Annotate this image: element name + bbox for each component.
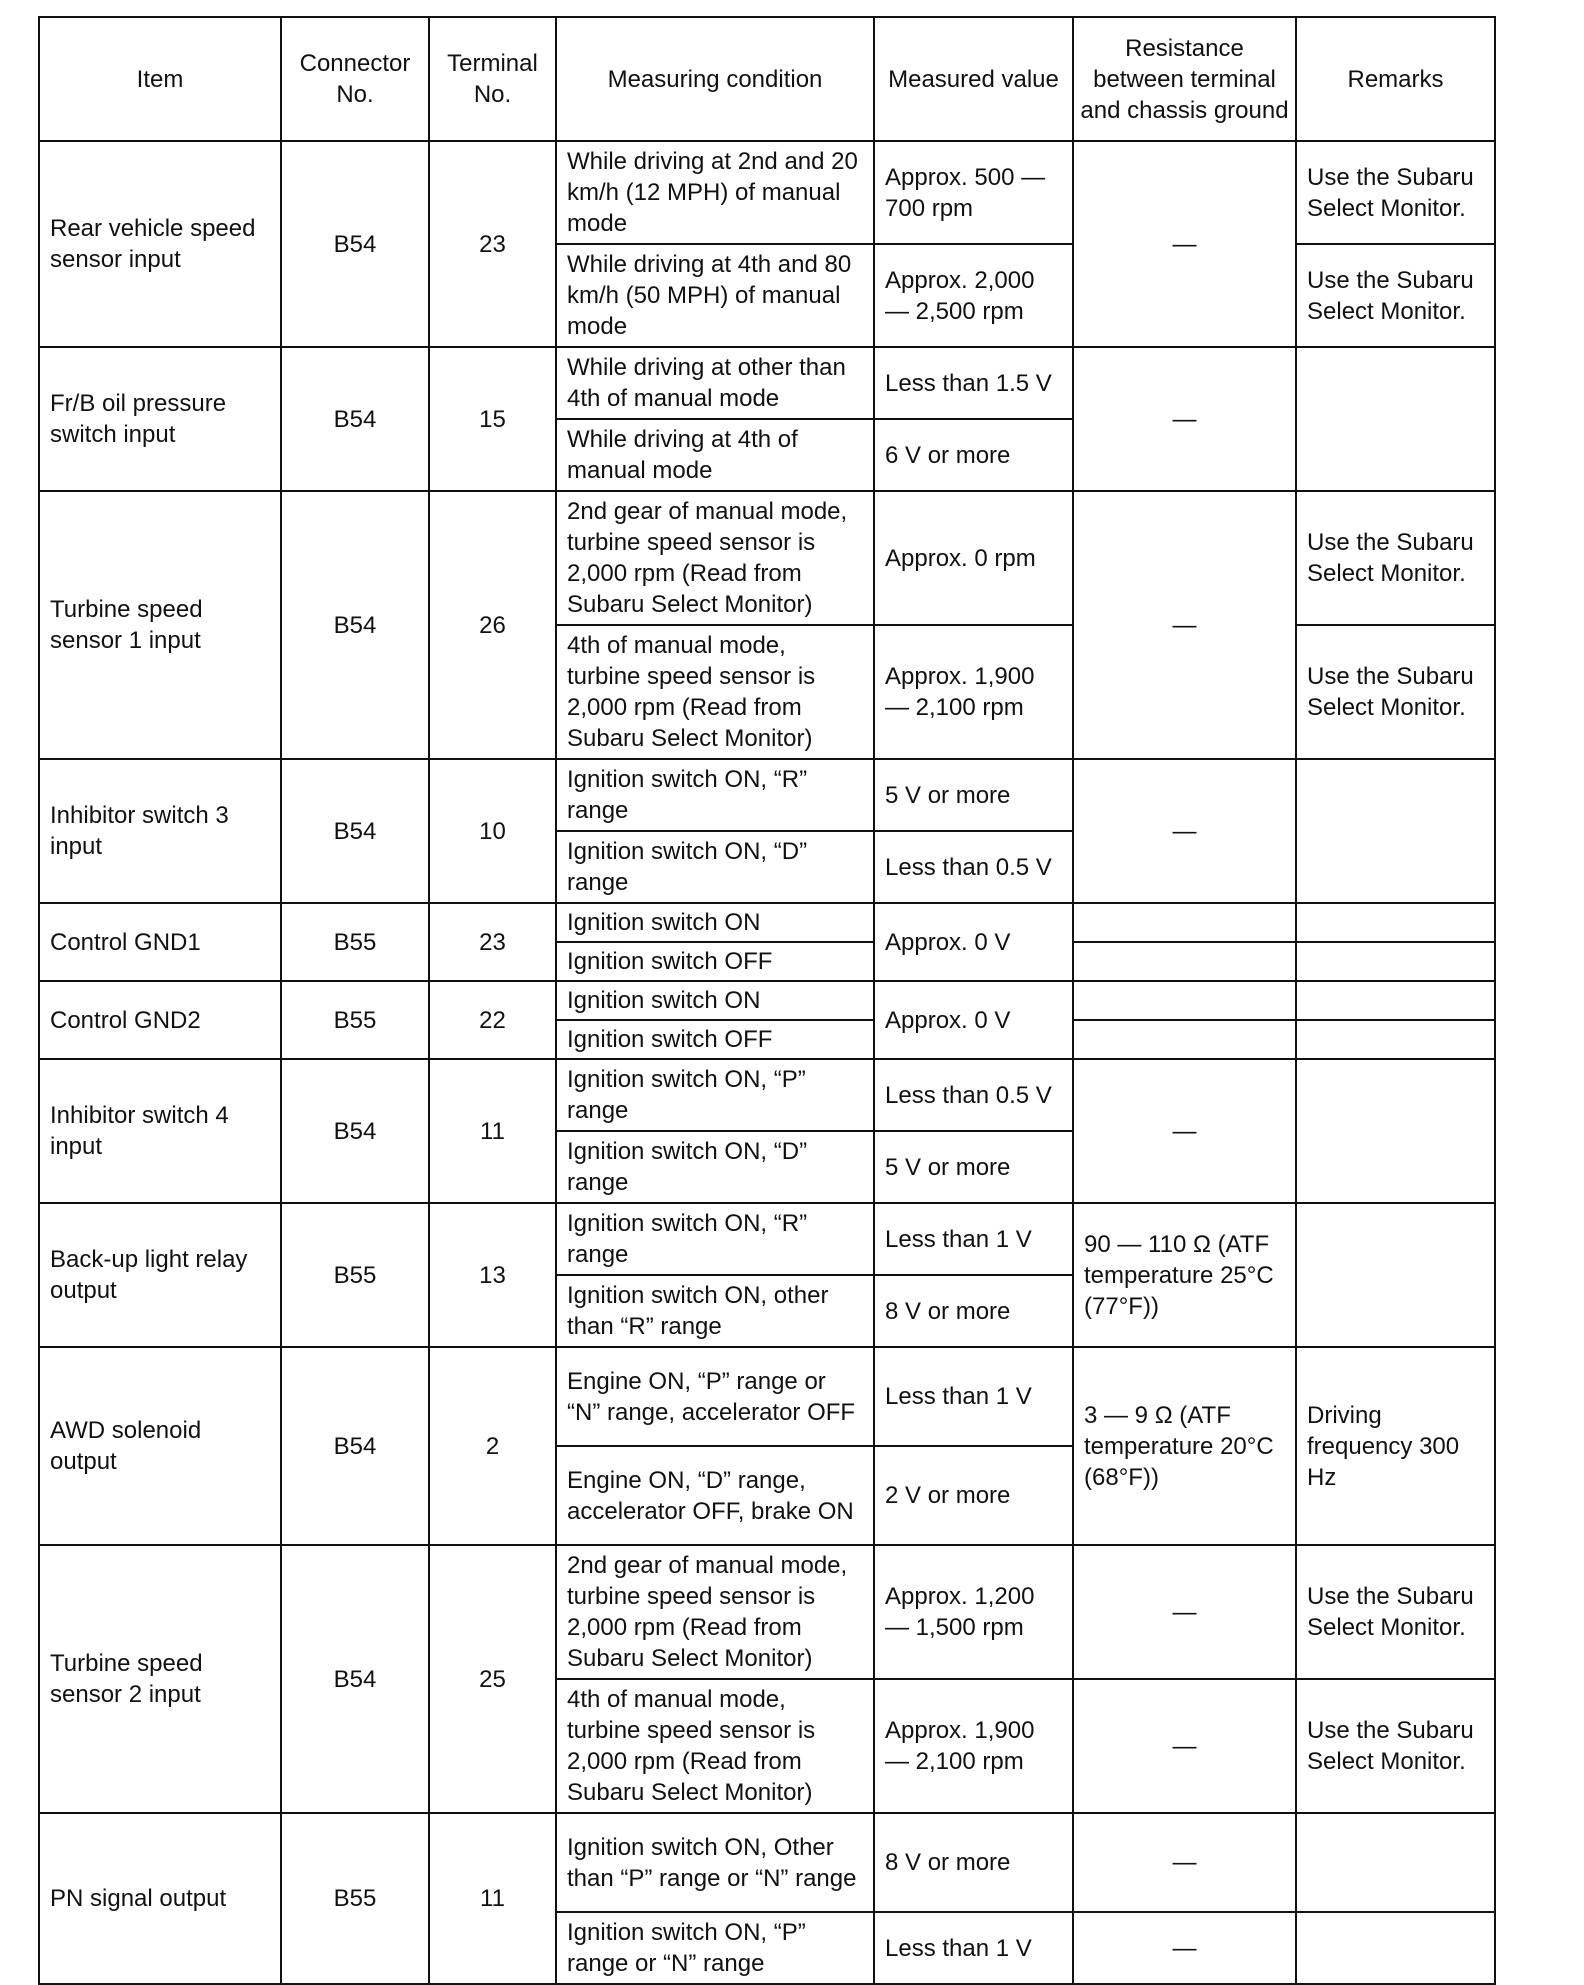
value-cell: 5 V or more	[874, 759, 1073, 831]
item-cell: Back-up light relay output	[39, 1203, 281, 1347]
terminal-cell: 23	[429, 903, 556, 981]
condition-cell: Ignition switch ON	[556, 981, 874, 1020]
connector-cell: B54	[281, 491, 429, 759]
connector-cell: B55	[281, 1203, 429, 1347]
table-row	[39, 759, 1495, 831]
value-cell: Approx. 0 rpm	[874, 491, 1073, 625]
remarks-cell: Driving frequency 300 Hz	[1296, 1347, 1495, 1545]
connector-cell: B54	[281, 1347, 429, 1545]
condition-cell: While driving at other than 4th of manual mode	[556, 347, 874, 419]
terminal-cell: 25	[429, 1545, 556, 1813]
value-cell: 6 V or more	[874, 419, 1073, 491]
resistance-cell: —	[1073, 1912, 1296, 1984]
condition-cell: Ignition switch ON, “D” range	[556, 1131, 874, 1203]
value-cell: Approx. 1,200 — 1,500 rpm	[874, 1545, 1073, 1679]
value-cell: Approx. 1,900 — 2,100 rpm	[874, 625, 1073, 759]
resistance-cell	[1073, 1020, 1296, 1059]
header-connector: Connector No.	[281, 17, 429, 141]
remarks-cell: Use the Subaru Select Monitor.	[1296, 491, 1495, 625]
terminal-cell: 10	[429, 759, 556, 903]
item-cell: Turbine speed sensor 2 input	[39, 1545, 281, 1813]
header-row	[39, 17, 1495, 141]
terminal-cell: 26	[429, 491, 556, 759]
value-cell: Approx. 0 V	[874, 903, 1073, 981]
terminal-spec-table	[38, 16, 1496, 1985]
terminal-cell: 13	[429, 1203, 556, 1347]
resistance-cell: —	[1073, 759, 1296, 903]
remarks-cell: Use the Subaru Select Monitor.	[1296, 141, 1495, 244]
remarks-cell	[1296, 759, 1495, 903]
resistance-cell: —	[1073, 1679, 1296, 1813]
resistance-cell: —	[1073, 347, 1296, 491]
value-cell: Less than 1 V	[874, 1203, 1073, 1275]
resistance-cell: —	[1073, 491, 1296, 759]
resistance-cell	[1073, 942, 1296, 981]
connector-cell: B55	[281, 1813, 429, 1984]
connector-cell: B55	[281, 903, 429, 981]
value-cell: 2 V or more	[874, 1446, 1073, 1545]
remarks-cell: Use the Subaru Select Monitor.	[1296, 1545, 1495, 1679]
value-cell: 8 V or more	[874, 1813, 1073, 1912]
header-condition: Measuring condition	[556, 17, 874, 141]
resistance-cell: —	[1073, 141, 1296, 347]
item-cell: PN signal output	[39, 1813, 281, 1984]
item-cell: Control GND1	[39, 903, 281, 981]
table-row	[39, 1059, 1495, 1131]
condition-cell: 4th of manual mode, turbine speed sensor is 2,000 rpm (Read from Subaru Select Monitor)	[556, 1679, 874, 1813]
remarks-cell	[1296, 903, 1495, 942]
remarks-cell: Use the Subaru Select Monitor.	[1296, 1679, 1495, 1813]
resistance-cell: 90 — 110 Ω (ATF temperature 25°C (77°F))	[1073, 1203, 1296, 1347]
value-cell: Approx. 0 V	[874, 981, 1073, 1059]
condition-cell: Ignition switch ON, “R” range	[556, 1203, 874, 1275]
condition-cell: Ignition switch ON, Other than “P” range or “N” range	[556, 1813, 874, 1912]
resistance-cell	[1073, 981, 1296, 1020]
resistance-cell: 3 — 9 Ω (ATF temperature 20°C (68°F))	[1073, 1347, 1296, 1545]
item-cell: Rear vehicle speed sensor input	[39, 141, 281, 347]
table-row	[39, 347, 1495, 419]
item-cell: Inhibitor switch 3 input	[39, 759, 281, 903]
table-row	[39, 1813, 1495, 1912]
remarks-cell	[1296, 942, 1495, 981]
remarks-cell	[1296, 1059, 1495, 1203]
item-cell: Fr/B oil pressure switch input	[39, 347, 281, 491]
connector-cell: B54	[281, 759, 429, 903]
condition-cell: Ignition switch ON, “R” range	[556, 759, 874, 831]
remarks-cell	[1296, 981, 1495, 1020]
condition-cell: 4th of manual mode, turbine speed sensor is 2,000 rpm (Read from Subaru Select Monitor)	[556, 625, 874, 759]
condition-cell: Ignition switch ON, “P” range or “N” range	[556, 1912, 874, 1984]
table-row	[39, 1347, 1495, 1446]
value-cell: Approx. 2,000 — 2,500 rpm	[874, 244, 1073, 347]
condition-cell: Ignition switch OFF	[556, 942, 874, 981]
remarks-cell	[1296, 1813, 1495, 1912]
connector-cell: B55	[281, 981, 429, 1059]
condition-cell: Ignition switch OFF	[556, 1020, 874, 1059]
header-value: Measured value	[874, 17, 1073, 141]
value-cell: 5 V or more	[874, 1131, 1073, 1203]
connector-cell: B54	[281, 347, 429, 491]
resistance-cell: —	[1073, 1545, 1296, 1679]
table-row	[39, 903, 1495, 942]
remarks-cell	[1296, 1203, 1495, 1347]
header-item: Item	[39, 17, 281, 141]
remarks-cell	[1296, 1912, 1495, 1984]
value-cell: 8 V or more	[874, 1275, 1073, 1347]
resistance-cell	[1073, 903, 1296, 942]
header-terminal: Terminal No.	[429, 17, 556, 141]
header-remarks: Remarks	[1296, 17, 1495, 141]
terminal-cell: 15	[429, 347, 556, 491]
terminal-cell: 2	[429, 1347, 556, 1545]
condition-cell: While driving at 2nd and 20 km/h (12 MPH) of manual mode	[556, 141, 874, 244]
terminal-cell: 23	[429, 141, 556, 347]
header-resistance: Resistance between terminal and chassis ground	[1073, 17, 1296, 141]
value-cell: Less than 1.5 V	[874, 347, 1073, 419]
connector-cell: B54	[281, 1059, 429, 1203]
condition-cell: 2nd gear of manual mode, turbine speed sensor is 2,000 rpm (Read from Subaru Select Monitor)	[556, 491, 874, 625]
resistance-cell: —	[1073, 1059, 1296, 1203]
terminal-spec-table-wrapper	[38, 16, 1494, 1985]
remarks-cell: Use the Subaru Select Monitor.	[1296, 625, 1495, 759]
item-cell: AWD solenoid output	[39, 1347, 281, 1545]
value-cell: Less than 0.5 V	[874, 1059, 1073, 1131]
table-row	[39, 981, 1495, 1020]
condition-cell: While driving at 4th and 80 km/h (50 MPH) of manual mode	[556, 244, 874, 347]
condition-cell: Ignition switch ON	[556, 903, 874, 942]
table-row	[39, 491, 1495, 625]
condition-cell: Ignition switch ON, “D” range	[556, 831, 874, 903]
condition-cell: Ignition switch ON, “P” range	[556, 1059, 874, 1131]
condition-cell: Engine ON, “D” range, accelerator OFF, brake ON	[556, 1446, 874, 1545]
resistance-cell: —	[1073, 1813, 1296, 1912]
remarks-cell	[1296, 347, 1495, 491]
item-cell: Inhibitor switch 4 input	[39, 1059, 281, 1203]
item-cell: Control GND2	[39, 981, 281, 1059]
table-row	[39, 1203, 1495, 1275]
value-cell: Approx. 1,900 — 2,100 rpm	[874, 1679, 1073, 1813]
value-cell: Less than 1 V	[874, 1912, 1073, 1984]
remarks-cell: Use the Subaru Select Monitor.	[1296, 244, 1495, 347]
item-cell: Turbine speed sensor 1 input	[39, 491, 281, 759]
value-cell: Less than 0.5 V	[874, 831, 1073, 903]
connector-cell: B54	[281, 1545, 429, 1813]
terminal-cell: 11	[429, 1059, 556, 1203]
terminal-cell: 11	[429, 1813, 556, 1984]
value-cell: Approx. 500 — 700 rpm	[874, 141, 1073, 244]
value-cell: Less than 1 V	[874, 1347, 1073, 1446]
table-row	[39, 1545, 1495, 1679]
condition-cell: While driving at 4th of manual mode	[556, 419, 874, 491]
condition-cell: Engine ON, “P” range or “N” range, accelerator OFF	[556, 1347, 874, 1446]
condition-cell: Ignition switch ON, other than “R” range	[556, 1275, 874, 1347]
condition-cell: 2nd gear of manual mode, turbine speed sensor is 2,000 rpm (Read from Subaru Select Monitor)	[556, 1545, 874, 1679]
connector-cell: B54	[281, 141, 429, 347]
remarks-cell	[1296, 1020, 1495, 1059]
terminal-cell: 22	[429, 981, 556, 1059]
table-row	[39, 141, 1495, 244]
